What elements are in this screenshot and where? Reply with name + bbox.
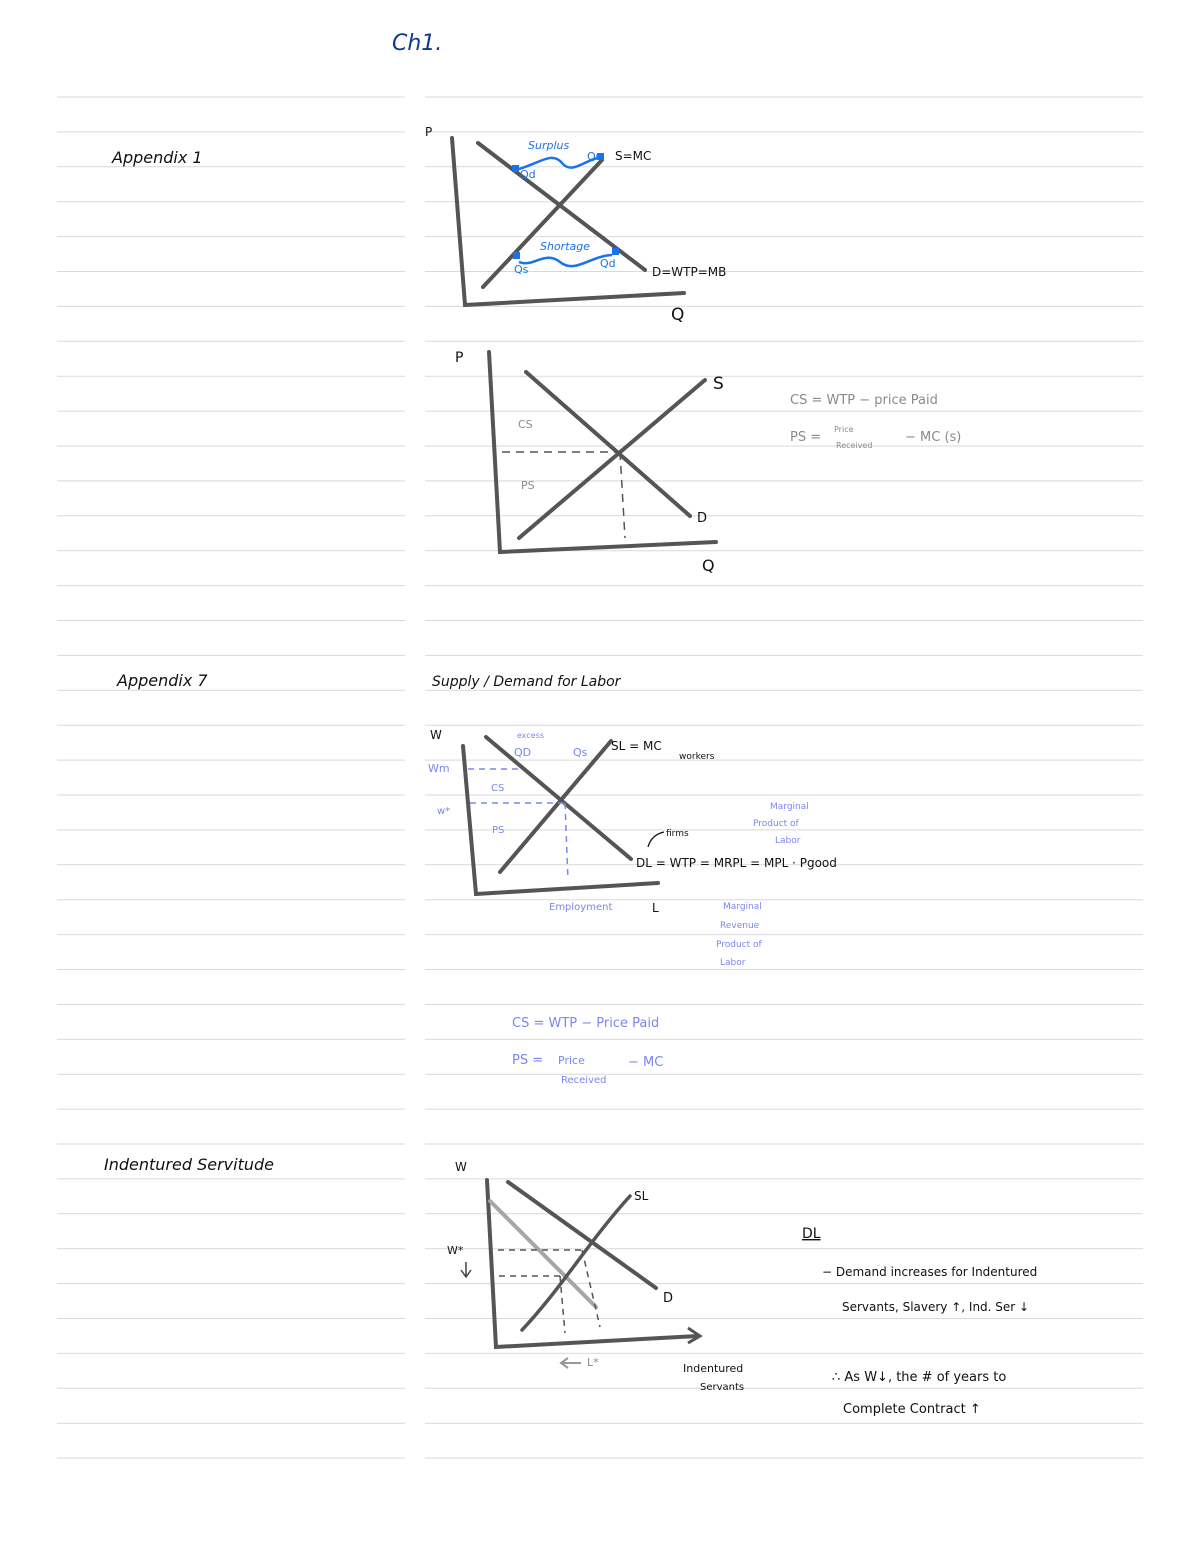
graph3-employment-dashed [565,803,568,880]
graph1-surplus-label: Surplus [528,139,570,152]
graph1-shortage-squiggle [519,255,612,266]
graph3-demand-curve [486,737,631,859]
graph2-formula-ps-price: Price [834,425,854,434]
graph4-demand-label: D [663,1291,674,1306]
graph1-p-label: P [425,125,433,139]
graph-labor-market [428,674,837,1086]
graph3-wm-label: Wm [428,762,450,775]
graph4-demand-shifted [490,1201,596,1307]
graph2-formula-ps-a: PS = [790,430,822,445]
graph2-ps-label: PS [521,479,535,492]
graph3-ps-label: PS [492,825,505,836]
graph3-qs-label: Qs [573,746,588,759]
graph2-d-label: D [697,511,708,526]
graph4-xlabel-line: Servants [700,1382,745,1393]
graph4-xlabel-line: Indentured [683,1362,744,1375]
graph3-supply-note: workers [679,752,715,762]
graph3-employment-label: Employment [549,902,613,913]
graph2-p-label: P [455,350,464,366]
graph3-mrp-note-line: Product of [716,940,762,950]
graph3-mrp-note-line: Revenue [720,921,760,931]
graph-consumer-producer-surplus [455,350,961,575]
graph2-q-label: Q [702,556,715,575]
graph4-note-line3: ∴ As W↓, the # of years to [832,1370,1007,1385]
graph1-qs-bottom-marker [513,252,520,259]
graph4-l-left-arrow [561,1358,581,1368]
graph2-cs-label: CS [518,418,533,431]
graph3-mrp-note-line: Labor [720,958,746,968]
graph3-formula-ps-received: Received [561,1075,607,1086]
graph3-formula-cs: CS = WTP − Price Paid [512,1016,660,1031]
heading-indentured-servitude: Indentured Servitude [104,1155,274,1174]
graph4-note-line4: Complete Contract ↑ [843,1402,981,1417]
graph2-supply-curve [519,380,708,538]
graph3-formula-ps-price: Price [558,1054,585,1067]
graph3-mp-note-line: Marginal [770,802,809,812]
ruled-lines [57,97,1143,1458]
graph2-formula-cs: CS = WTP − price Paid [790,393,938,408]
graph3-w-label: W [430,728,442,742]
graph3-mp-note-line: Product of [753,819,799,829]
graph1-qd-top: Qd [520,168,536,181]
graph3-title: Supply / Demand for Labor [432,674,621,690]
graph3-axes [463,746,658,894]
graph2-formula-ps-b: − MC (s) [905,430,962,445]
graph4-lstar-dashed [582,1250,600,1327]
graph4-supply-label: SL [634,1189,649,1203]
graph4-supply-curve [522,1196,630,1330]
graph3-mrp-note-line: Marginal [723,902,762,912]
graph1-supply-label: S=MC [615,149,652,163]
graph1-qd-top-marker [512,165,519,172]
graph4-wage-down-arrow [461,1262,471,1277]
graph2-demand-curve [526,372,690,516]
graph3-firms-arrow [648,832,664,847]
graph3-mp-note-line: Labor [775,836,801,846]
graph3-supply-label: SL = MC [611,739,662,753]
graph3-qd-label: QD [514,746,532,759]
graph3-cs-label: CS [491,783,505,794]
graph2-s-label: S [713,374,724,394]
graph1-qs-top: Qs [587,150,602,163]
graph4-note-line2: Servants, Slavery ↑, Ind. Ser ↓ [842,1300,1030,1314]
graph1-demand-label: D=WTP=MB [652,265,727,279]
graph3-firms-label: firms [666,829,689,839]
graph3-demand-label: DL = WTP = MRPL = MPL · Pgood [636,856,837,870]
graph1-qd-bottom-marker [612,248,619,255]
graph2-formula-ps-received: Received [836,441,873,450]
graph1-q-label: Q [671,305,685,325]
page-title: Ch1. [392,31,443,56]
graph4-axes [487,1180,698,1347]
graph4-wstar-label: W* [447,1244,464,1257]
graph1-qd-bottom: Qd [600,257,616,270]
graph4-note-title: DL [802,1226,821,1242]
graph2-quantity-dashed [620,452,625,538]
heading-appendix-1: Appendix 1 [112,148,203,167]
graph1-shortage-label: Shortage [540,240,591,253]
heading-appendix-2: Appendix 7 [117,671,208,690]
graph1-qs-bottom: Qs [514,263,529,276]
graph3-l-label: L [652,901,659,915]
graph3-formula-ps-b: − MC [628,1055,664,1070]
graph3-formula-ps-a: PS = [512,1053,544,1068]
graph3-excess-note: excess [517,731,545,740]
graph1-axes [452,138,684,305]
graph-indentured-servants [447,1160,1037,1417]
graph4-lstar-label: L* [587,1356,599,1369]
graph3-wstar-label: w* [437,806,451,817]
graph4-note-line1: − Demand increases for Indentured [822,1265,1038,1279]
graph4-w-label: W [455,1160,467,1174]
graph-surplus-shortage [425,125,726,325]
graph3-mp-note [753,802,809,846]
